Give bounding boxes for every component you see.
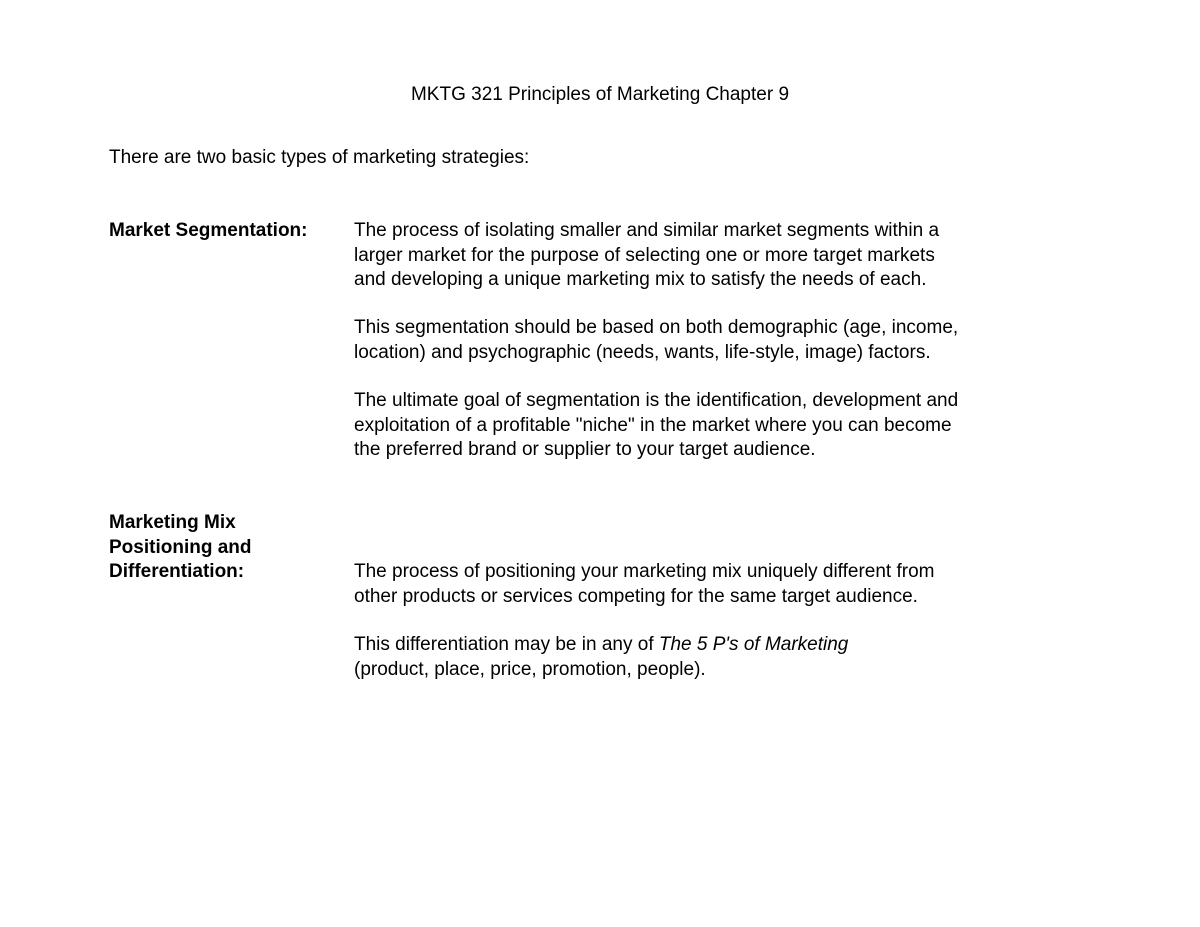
term-line: Market Segmentation: (109, 220, 308, 241)
intro-text: There are two basic types of marketing strategies: (109, 147, 530, 168)
term-line: Marketing Mix (109, 512, 236, 533)
segmentation-definition (354, 219, 1074, 293)
paragraph-line: other products or services competing for the same target audience. (354, 585, 918, 607)
emphasis-five-ps: The 5 P's of Marketing (658, 634, 849, 655)
paragraph-line: the preferred brand or supplier to your target audience. (354, 439, 816, 460)
paragraph-line (354, 633, 1074, 658)
paragraph-line: larger market for the purpose of selecting one or more target markets (354, 244, 935, 266)
paragraph-line: The process of positioning your marketing mix uniquely different from (354, 561, 935, 582)
paragraph-line: exploitation of a profitable "niche" in the market where you can become (354, 414, 952, 436)
segmentation-goal-paragraph (354, 389, 1074, 463)
paragraph-line: The ultimate goal of segmentation is the identification, development and (354, 390, 959, 411)
term-market-segmentation (109, 219, 307, 244)
term-line: Differentiation: (109, 561, 245, 582)
paragraph-line: and developing a unique marketing mix to satisfy the needs of each. (354, 269, 927, 290)
term-line: Positioning and (109, 536, 252, 558)
paragraph-line: location) and psychographic (needs, wants, life-style, image) factors. (354, 341, 931, 363)
paragraph-line: This segmentation should be based on both demographic (age, income, (354, 317, 959, 338)
paragraph-line: (product, place, price, promotion, people). (354, 658, 706, 680)
paragraph-line: The process of isolating smaller and similar market segments within a (354, 220, 940, 241)
positioning-definition (354, 560, 1074, 609)
differentiation-paragraph (354, 633, 1074, 682)
term-marketing-mix-positioning (109, 511, 252, 585)
segmentation-basis-paragraph (354, 316, 1074, 365)
text-run: This differentiation may be in any of (354, 634, 659, 655)
document-title: MKTG 321 Principles of Marketing Chapter 9 (410, 84, 790, 105)
